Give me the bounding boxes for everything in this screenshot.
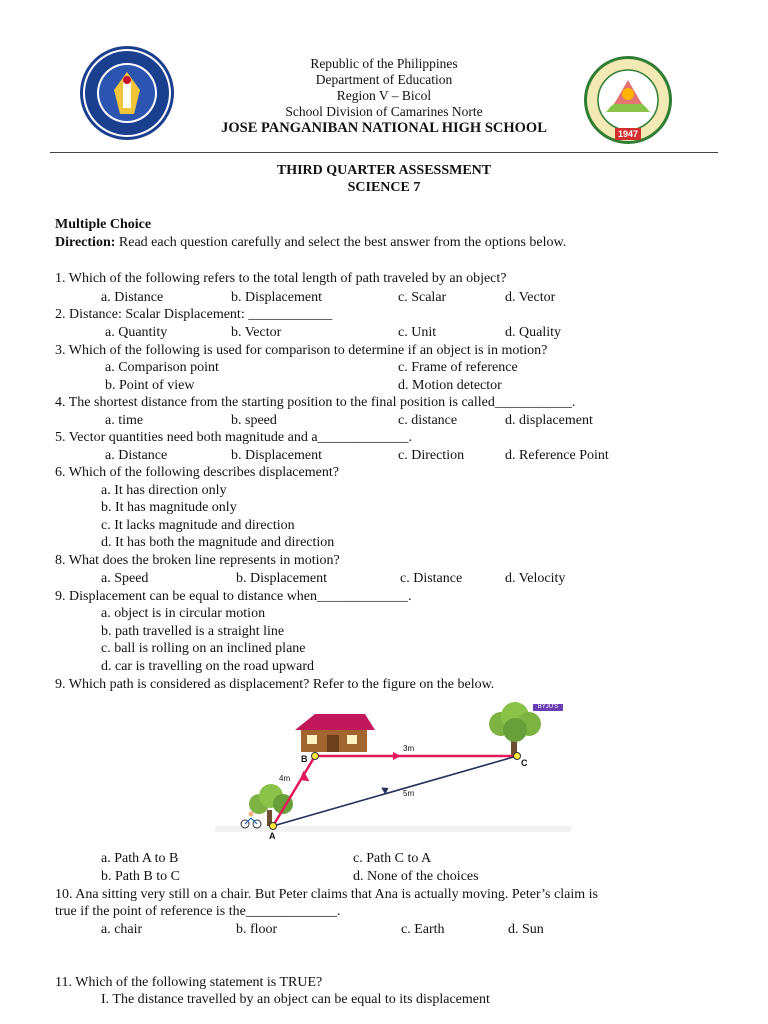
q1-option-d: d. Vector bbox=[505, 290, 556, 305]
figure-watermark: BYJU'S bbox=[537, 704, 559, 710]
school-logo-year: 1947 bbox=[617, 129, 639, 139]
q5-option-c: c. Direction bbox=[398, 448, 465, 463]
q10-option-a: a. chair bbox=[101, 922, 143, 937]
q9a-option-d: d. car is travelling on the road upward bbox=[101, 659, 315, 674]
direction-label: Direction: bbox=[55, 235, 116, 250]
q10-option-c: c. Earth bbox=[401, 922, 445, 937]
q6-option-d: d. It has both the magnitude and direction bbox=[101, 535, 335, 550]
q4-option-d: d. displacement bbox=[505, 413, 593, 428]
q4-option-b: b. speed bbox=[231, 413, 277, 428]
q3-option-c: c. Frame of reference bbox=[398, 360, 518, 375]
school-name: JOSE PANGANIBAN NATIONAL HIGH SCHOOL bbox=[221, 120, 547, 136]
q6-option-b: b. It has magnitude only bbox=[101, 500, 237, 515]
q9a-option-c: c. ball is rolling on an inclined plane bbox=[101, 641, 306, 656]
q9a-option-a: a. object is in circular motion bbox=[101, 606, 266, 621]
section-heading: Multiple Choice bbox=[55, 217, 152, 232]
q5-option-a: a. Distance bbox=[105, 448, 168, 463]
q5-option-d: d. Reference Point bbox=[505, 448, 609, 463]
point-label-c: C bbox=[521, 758, 528, 768]
q6-option-c: c. It lacks magnitude and direction bbox=[101, 518, 295, 533]
question-4: 4. The shortest distance from the starting position to the final position is called___________. bbox=[55, 395, 576, 410]
q10-option-b: b. floor bbox=[236, 922, 278, 937]
header-line-1: Republic of the Philippines bbox=[310, 56, 458, 71]
question-8: 8. What does the broken line represents in motion? bbox=[55, 553, 340, 568]
q9b-option-a: a. Path A to B bbox=[101, 851, 179, 866]
q8-option-d: d. Velocity bbox=[505, 571, 566, 586]
q10-option-d: d. Sun bbox=[508, 922, 544, 937]
point-label-a: A bbox=[269, 831, 276, 841]
q5-option-b: b. Displacement bbox=[231, 448, 322, 463]
question-5: 5. Vector quantities need both magnitude and a_____________. bbox=[55, 430, 413, 445]
question-6: 6. Which of the following describes displacement? bbox=[55, 465, 339, 480]
question-2: 2. Distance: Scalar Displacement: ____________ bbox=[55, 307, 333, 322]
q2-option-d: d. Quality bbox=[505, 325, 561, 340]
q8-option-b: b. Displacement bbox=[236, 571, 327, 586]
header-line-2: Department of Education bbox=[315, 72, 453, 87]
header-line-4: School Division of Camarines Norte bbox=[285, 104, 483, 119]
question-9a: 9. Displacement can be equal to distance when_____________. bbox=[55, 589, 412, 604]
displacement-figure bbox=[215, 700, 571, 846]
q1-option-a: a. Distance bbox=[101, 290, 164, 305]
question-9b: 9. Which path is considered as displacement? Refer to the figure on the below. bbox=[55, 677, 495, 692]
q9b-option-c: c. Path C to A bbox=[353, 851, 432, 866]
q1-option-b: b. Displacement bbox=[231, 290, 322, 305]
question-10-line-2: true if the point of reference is the_____________. bbox=[55, 904, 341, 919]
exam-subject: SCIENCE 7 bbox=[347, 180, 421, 195]
q11-statement-i: I. The distance travelled by an object can be equal to its displacement bbox=[101, 992, 490, 1007]
q2-option-a: a. Quantity bbox=[105, 325, 168, 340]
q8-option-c: c. Distance bbox=[400, 571, 463, 586]
length-label-bc: 3m bbox=[403, 744, 415, 753]
q9b-option-d: d. None of the choices bbox=[353, 869, 479, 884]
q2-option-c: c. Unit bbox=[398, 325, 437, 340]
question-3: 3. Which of the following is used for comparison to determine if an object is in motion? bbox=[55, 343, 548, 358]
q9b-option-b: b. Path B to C bbox=[101, 869, 180, 884]
exam-title: THIRD QUARTER ASSESSMENT bbox=[276, 163, 492, 178]
question-10-line-1: 10. Ana sitting very still on a chair. But Peter claims that Ana is actually moving. Peter’s claim is bbox=[55, 887, 598, 902]
length-label-ab: 4m bbox=[279, 774, 291, 783]
q1-option-c: c. Scalar bbox=[398, 290, 447, 305]
q2-option-b: b. Vector bbox=[231, 325, 282, 340]
point-label-b: B bbox=[301, 754, 308, 764]
direction-text: Read each question carefully and select the best answer from the options below. bbox=[115, 235, 567, 250]
q4-option-c: c. distance bbox=[398, 413, 458, 428]
length-label-ac: 5m bbox=[403, 789, 415, 798]
q3-option-a: a. Comparison point bbox=[105, 360, 219, 375]
q3-option-d: d. Motion detector bbox=[398, 378, 502, 393]
question-11: 11. Which of the following statement is TRUE? bbox=[55, 975, 323, 990]
q6-option-a: a. It has direction only bbox=[101, 483, 227, 498]
q4-option-a: a. time bbox=[105, 413, 144, 428]
question-1: 1. Which of the following refers to the total length of path traveled by an object? bbox=[55, 271, 507, 286]
direction bbox=[55, 234, 566, 251]
q9a-option-b: b. path travelled is a straight line bbox=[101, 624, 285, 639]
header-divider bbox=[50, 152, 718, 153]
q3-option-b: b. Point of view bbox=[105, 378, 195, 393]
q8-option-a: a. Speed bbox=[101, 571, 149, 586]
header-line-3: Region V – Bicol bbox=[336, 88, 432, 103]
